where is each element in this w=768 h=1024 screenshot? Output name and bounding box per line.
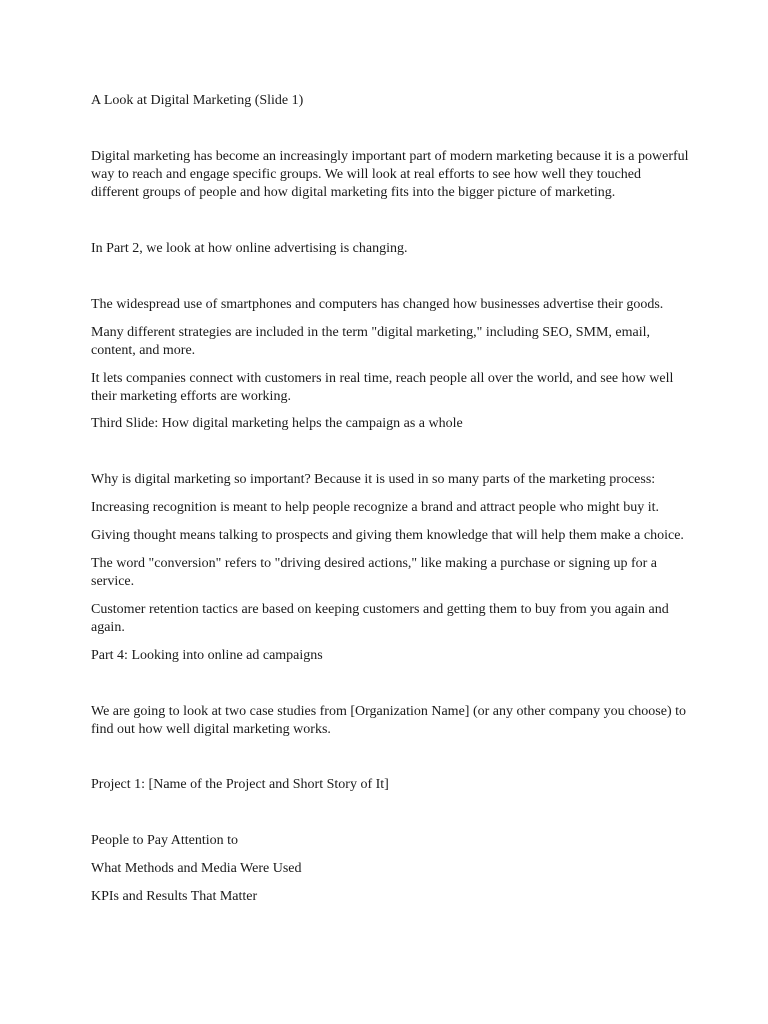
part-2-heading: In Part 2, we look at how online advertising is changing. [91, 241, 408, 256]
methods-item: What Methods and Media Were Used [91, 861, 302, 876]
kpis-item: KPIs and Results That Matter [91, 889, 258, 904]
smartphones-paragraph: The widespread use of smartphones and computers has changed how businesses advertise their goods. [91, 297, 664, 312]
case-studies-paragraph: We are going to look at two case studies from [Organization Name] (or any other company you choose) to find out how well digital marketing works. [91, 704, 686, 737]
intro-paragraph: Digital marketing has become an increasingly important part of modern marketing because it is a powerful way to reach and engage specific groups. We will look at real efforts to see how well they touched different groups of people and how digital marketing fits into the bigger picture of marketing. [91, 149, 689, 200]
strategies-paragraph: Many different strategies are included in the term "digital marketing," including SEO, SMM, email, content, and more. [91, 325, 650, 358]
real-time-paragraph: It lets companies connect with customers in real time, reach people all over the world, and see how well their marketing efforts are working. [91, 371, 674, 404]
recognition-paragraph: Increasing recognition is meant to help people recognize a brand and attract people who might buy it. [91, 500, 659, 515]
slide-1-heading: A Look at Digital Marketing (Slide 1) [91, 93, 304, 108]
part-4-heading: Part 4: Looking into online ad campaigns [91, 648, 323, 663]
audience-item: People to Pay Attention to [91, 833, 238, 848]
retention-paragraph: Customer retention tactics are based on keeping customers and getting them to buy from you again and again. [91, 602, 669, 635]
slide-3-heading: Third Slide: How digital marketing helps the campaign as a whole [91, 416, 463, 431]
thought-paragraph: Giving thought means talking to prospects and giving them knowledge that will help them make a choice. [91, 528, 684, 543]
importance-paragraph: Why is digital marketing so important? Because it is used in so many parts of the marketing process: [91, 472, 656, 487]
project-1-heading: Project 1: [Name of the Project and Short Story of It] [91, 777, 389, 792]
conversion-paragraph: The word "conversion" refers to "driving desired actions," like making a purchase or signing up for a service. [91, 556, 657, 589]
